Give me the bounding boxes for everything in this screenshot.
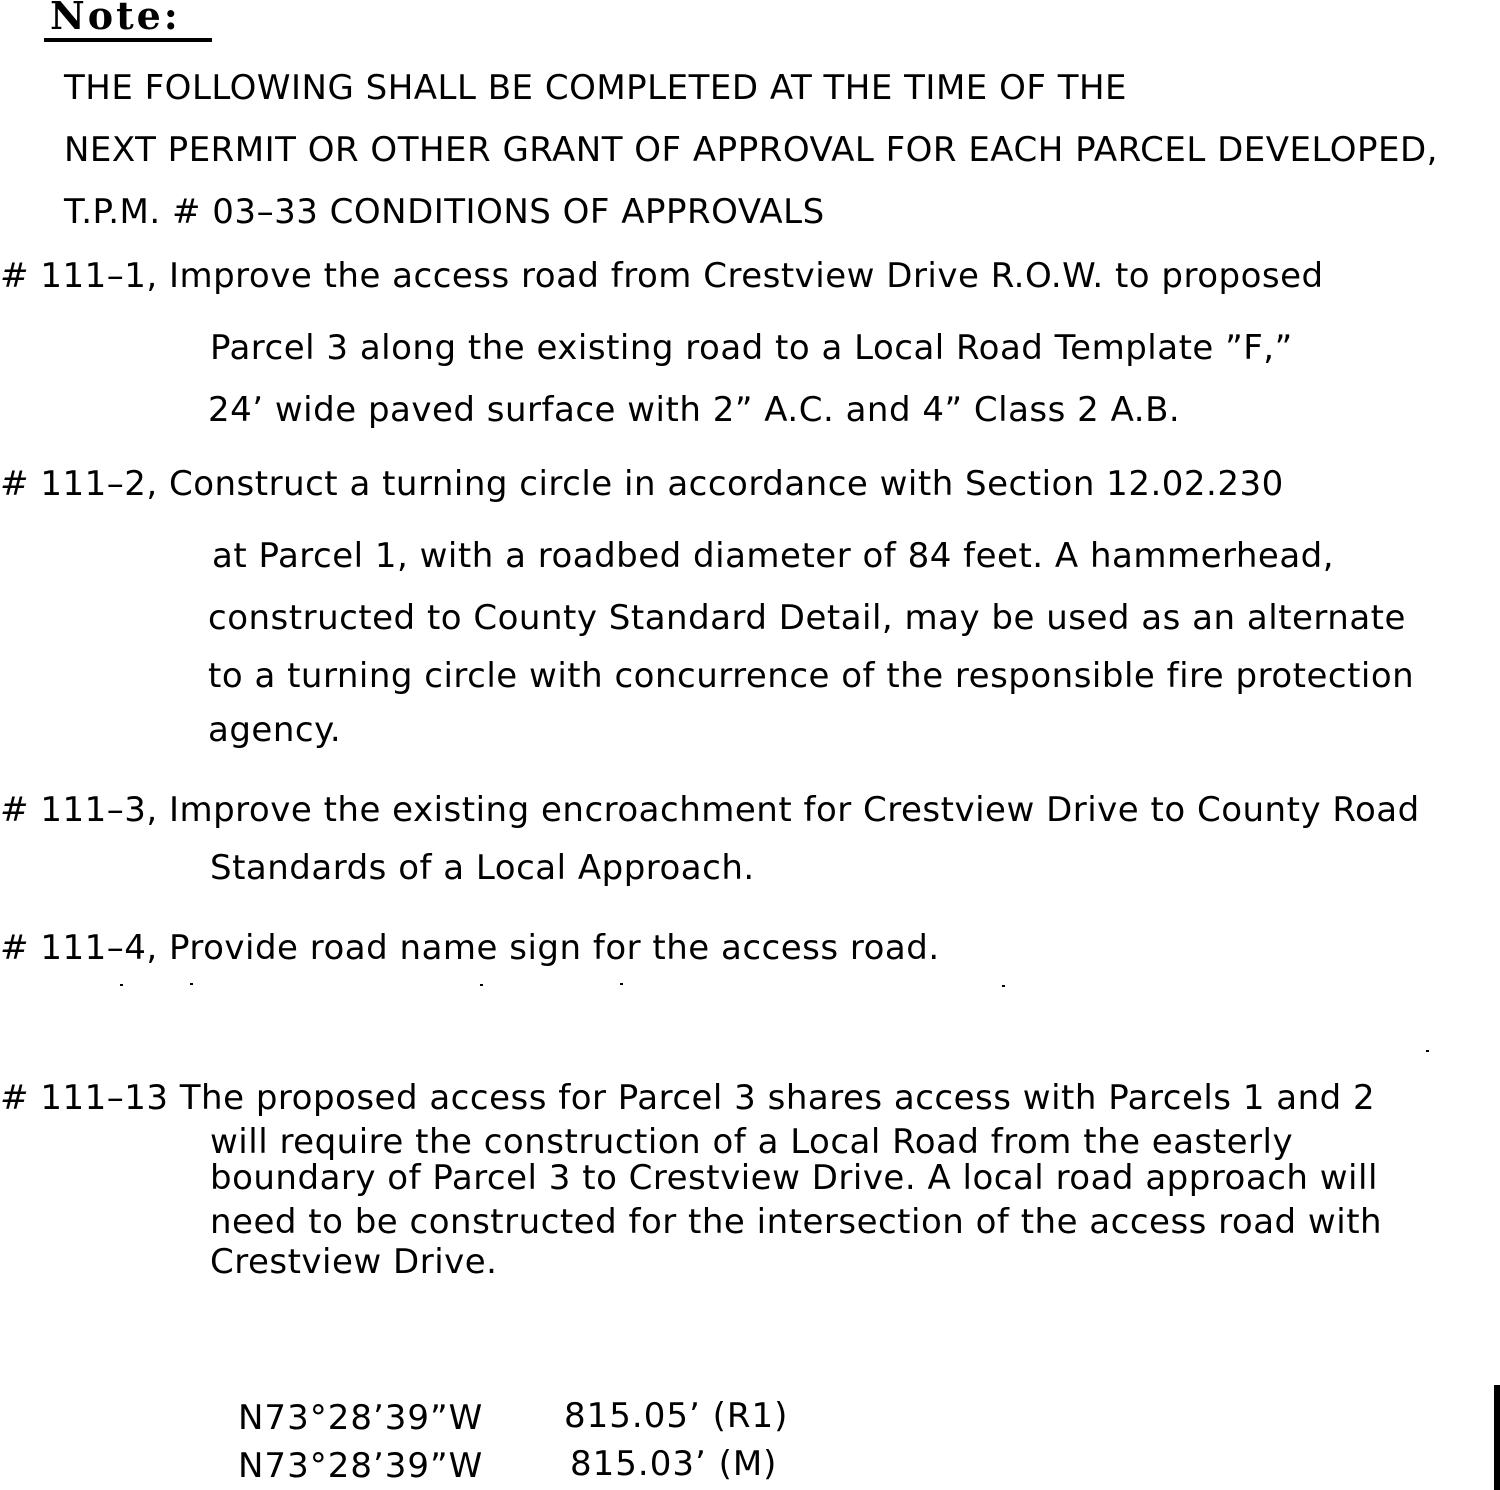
condition-first-line: 111–2, Construct a turning circle in accordance with Section 12.02.230 — [40, 464, 1284, 504]
intro-line-3: T.P.M. # 03–33 CONDITIONS OF APPROVALS — [64, 192, 825, 232]
condition-first-line: 111–4, Provide road name sign for the access road. — [40, 928, 940, 968]
distance-2: 815.03’ (M) — [570, 1444, 778, 1484]
condition-marker: # — [0, 928, 29, 968]
condition-marker: # — [0, 790, 29, 830]
scan-speck — [1002, 985, 1005, 987]
condition-marker: # — [0, 256, 29, 296]
distance-1: 815.05’ (R1) — [564, 1396, 789, 1436]
scan-edge-bar — [1494, 1385, 1500, 1490]
condition-first-line: 111–13 The proposed access for Parcel 3 shares access with Parcels 1 and 2 — [40, 1078, 1376, 1118]
bearing-1: N73°28’39”W — [238, 1398, 484, 1438]
condition-111-3-line-2: Standards of a Local Approach. — [210, 848, 755, 888]
condition-111-2-line-5: agency. — [208, 710, 342, 750]
condition-marker: # — [0, 464, 29, 504]
scan-speck — [120, 984, 123, 986]
condition-111-13-line-4: need to be constructed for the intersection of the access road with — [210, 1202, 1383, 1242]
condition-111-1-line-2: Parcel 3 along the existing road to a Local Road Template ”F,” — [210, 328, 1293, 368]
condition-111-2-line-3: constructed to County Standard Detail, may be used as an alternate — [208, 598, 1406, 638]
bearing-2: N73°28’39”W — [238, 1446, 484, 1486]
condition-first-line: 111–1, Improve the access road from Crestview Drive R.O.W. to proposed — [40, 256, 1324, 296]
note-heading: Note: — [50, 0, 181, 38]
condition-111-1 — [0, 256, 1324, 296]
scan-speck — [480, 984, 483, 986]
intro-line-1: THE FOLLOWING SHALL BE COMPLETED AT THE TIME OF THE — [64, 68, 1128, 108]
condition-111-2-line-2: at Parcel 1, with a roadbed diameter of 84 feet. A hammerhead, — [212, 536, 1335, 576]
scan-speck — [1426, 1050, 1429, 1052]
note-underline — [44, 38, 212, 42]
condition-111-4 — [0, 928, 940, 968]
condition-111-2-line-4: to a turning circle with concurrence of the responsible fire protection — [208, 656, 1415, 696]
condition-111-1-line-3: 24’ wide paved surface with 2” A.C. and 4” Class 2 A.B. — [208, 390, 1181, 430]
condition-first-line: 111–3, Improve the existing encroachment for Crestview Drive to County Road — [40, 790, 1420, 830]
condition-111-3 — [0, 790, 1420, 830]
scan-speck — [620, 983, 623, 985]
condition-111-13-line-2: will require the construction of a Local Road from the easterly — [210, 1122, 1294, 1162]
condition-111-13 — [0, 1078, 1375, 1118]
scan-speck — [190, 983, 193, 985]
condition-111-2 — [0, 464, 1284, 504]
condition-111-13-line-3: boundary of Parcel 3 to Crestview Drive. A local road approach will — [210, 1158, 1378, 1198]
condition-marker: # — [0, 1078, 29, 1118]
condition-111-13-line-5: Crestview Drive. — [210, 1242, 498, 1282]
intro-line-2: NEXT PERMIT OR OTHER GRANT OF APPROVAL FOR EACH PARCEL DEVELOPED, — [64, 130, 1438, 170]
